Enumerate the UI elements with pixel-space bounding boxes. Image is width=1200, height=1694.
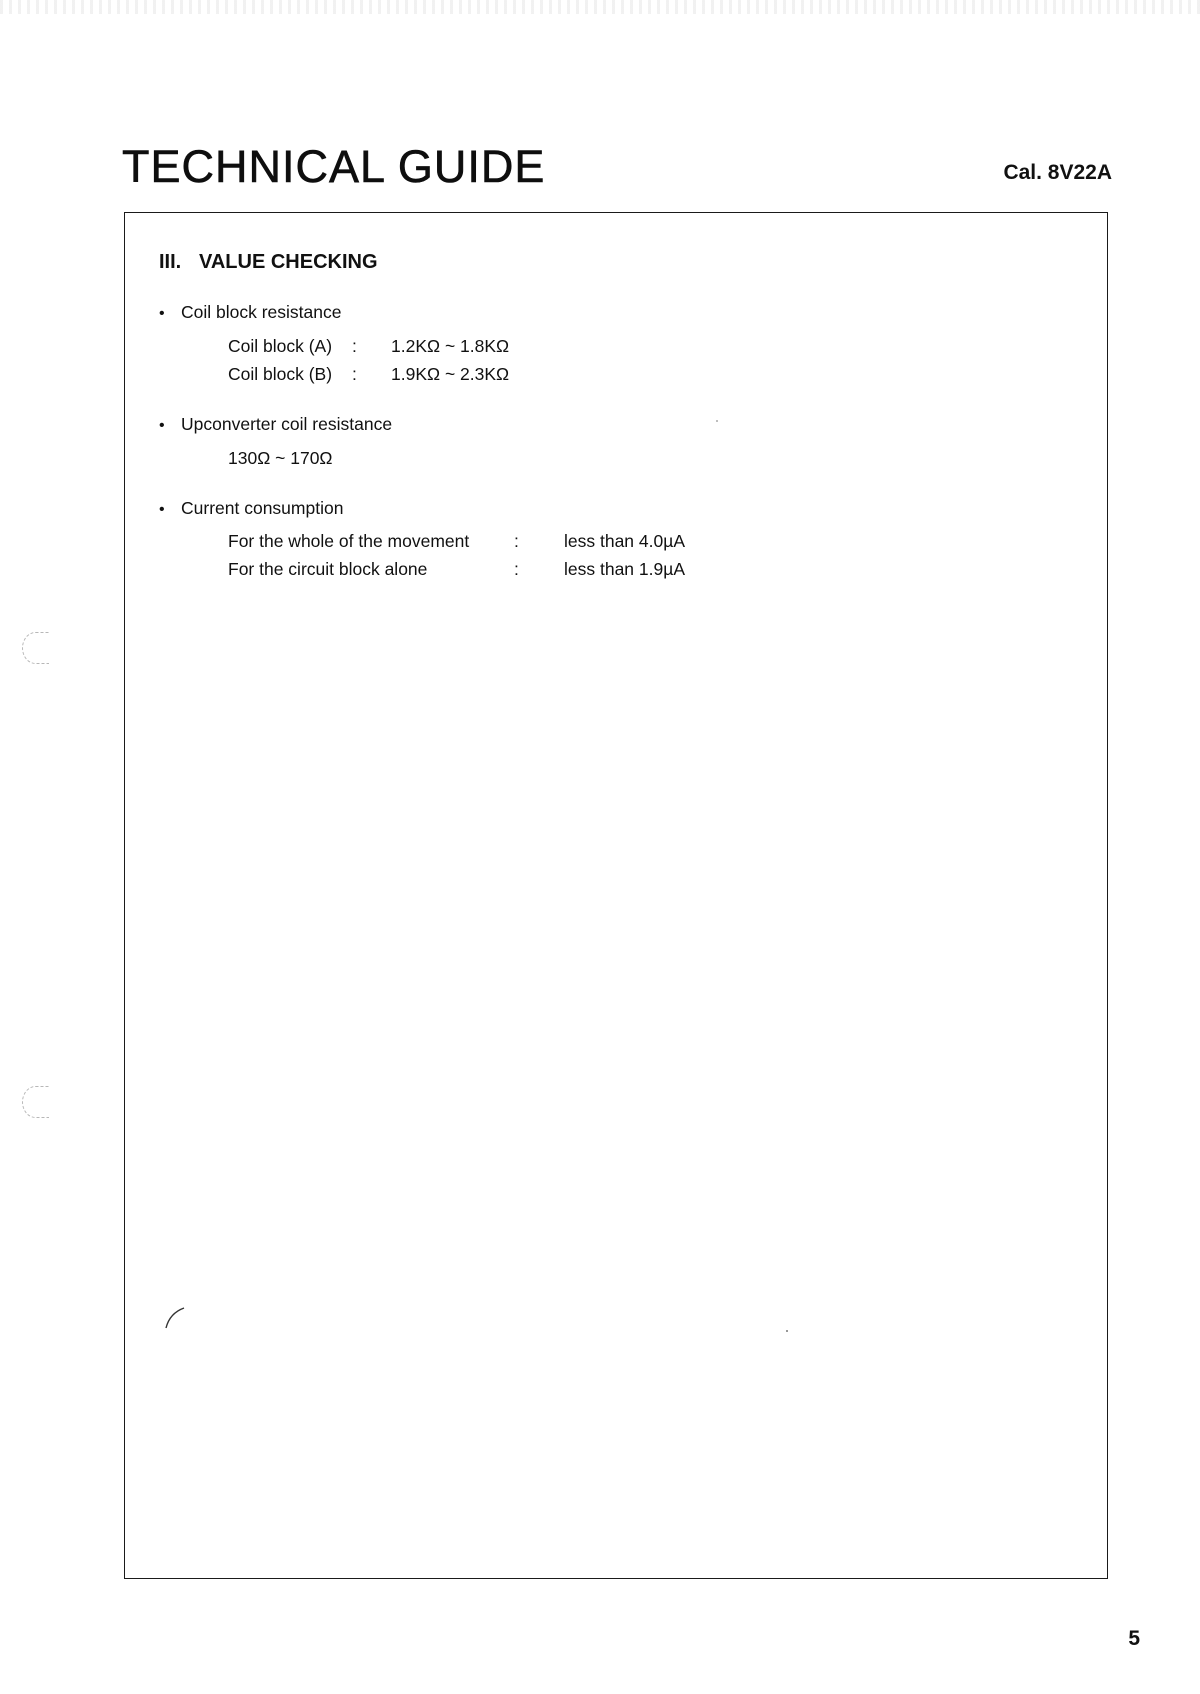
binder-hole-mark <box>22 632 49 664</box>
coil-block-heading <box>159 304 341 322</box>
current-circuit-value: less than 1.9µA <box>564 559 685 579</box>
coil-block-b-value: 1.9KΩ ~ 2.3KΩ <box>391 364 510 384</box>
coil-block-b-colon: : <box>352 364 357 384</box>
bullet-dot: • <box>159 417 165 434</box>
current-whole-colon: : <box>514 531 519 551</box>
section-title: VALUE CHECKING <box>199 251 378 273</box>
scan-speck <box>716 420 718 422</box>
current-whole-label: For the whole of the movement <box>228 531 470 551</box>
current-heading-text: Current consumption <box>181 498 344 518</box>
bullet-dot: • <box>159 305 165 322</box>
coil-block-a-value: 1.2KΩ ~ 1.8KΩ <box>391 336 510 356</box>
binder-hole-mark <box>22 1086 49 1118</box>
section-number: III. <box>159 251 182 273</box>
section-heading <box>159 252 378 272</box>
page-title: TECHNICAL GUIDE <box>122 141 546 192</box>
current-heading <box>159 500 343 518</box>
coil-block-a-label: Coil block (A) <box>228 336 333 356</box>
coil-block-b-label: Coil block (B) <box>228 364 333 384</box>
pen-stroke-mark <box>164 1306 186 1330</box>
bullet-dot: • <box>159 501 165 518</box>
current-circuit-colon: : <box>514 559 519 579</box>
upconverter-value: 130Ω ~ 170Ω <box>228 448 333 468</box>
caliber-label: Cal. 8V22A <box>1003 161 1112 184</box>
coil-block-a-colon: : <box>352 336 357 356</box>
current-whole-value: less than 4.0µA <box>564 531 685 551</box>
scan-speck <box>786 1330 788 1332</box>
upconverter-heading-text: Upconverter coil resistance <box>181 414 393 434</box>
scan-edge-noise <box>0 0 1200 14</box>
upconverter-heading <box>159 416 392 434</box>
coil-block-heading-text: Coil block resistance <box>181 302 342 322</box>
current-circuit-label: For the circuit block alone <box>228 559 428 579</box>
page-number: 5 <box>1128 1627 1140 1650</box>
